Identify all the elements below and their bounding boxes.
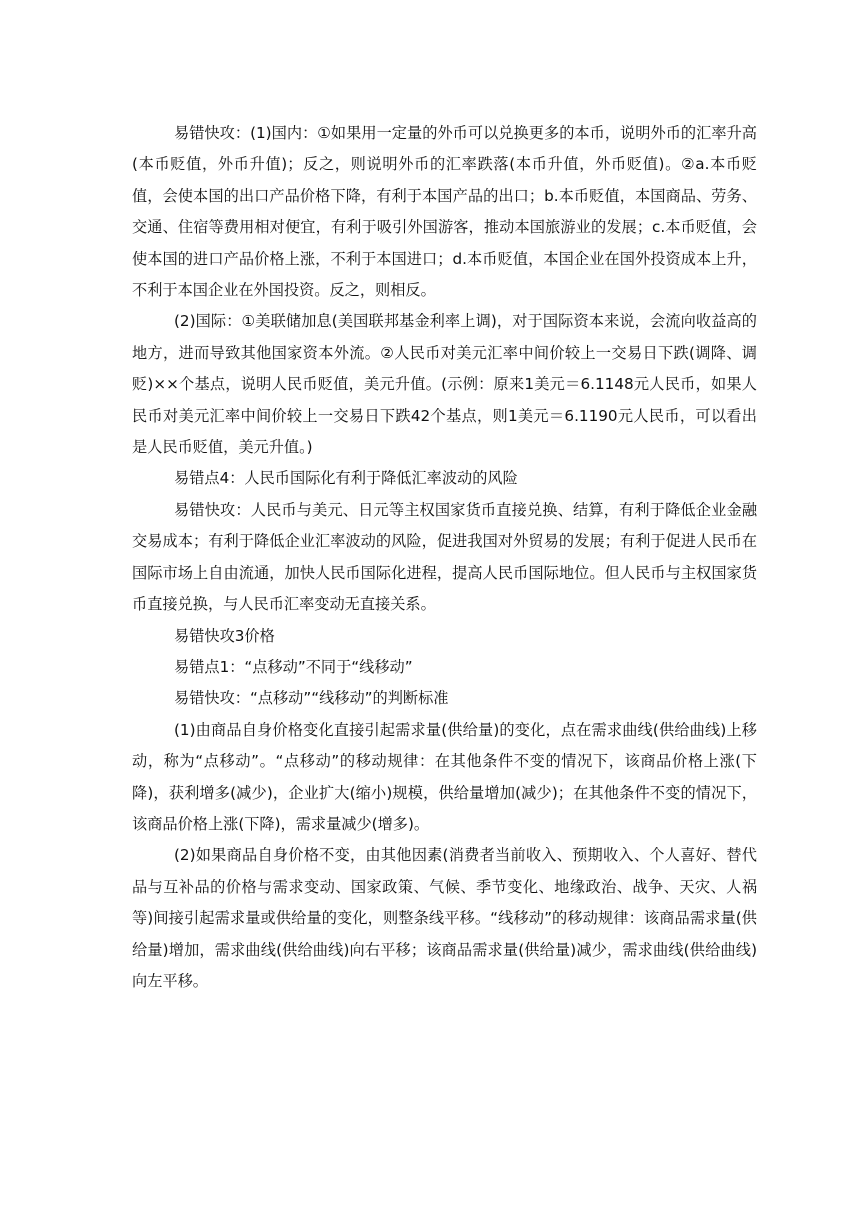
heading-section-3-price: 易错快攻3价格: [174, 626, 275, 645]
document-body: [132, 118, 757, 997]
heading-error-point-4: 易错点4：人民币国际化有利于降低汇率波动的风险: [174, 469, 518, 488]
paragraph-domestic-exchange-rate: 易错快攻：(1)国内：①如果用一定量的外币可以兑换更多的本币，说明外币的汇率升高(本币贬值，外币升值)；反之，则说明外币的汇率跌落(本币升值，外币贬值)。②a.本币贬值，会使本国的出口产品价格下降，有利于本国产品的出口；b.本币贬值，本国商品、劳务、交通、住宿等费用相对便宜，有利于吸引外国游客，推动本国旅游业的发展；c.本币贬值，会使本国的进口产品价格上涨，不利于本国进口；d.本币贬值，本国企业在国外投资成本上升，不利于本国企业在外国投资。反之，则相反。: [132, 124, 757, 300]
paragraph-point-movement: (1)由商品自身价格变化直接引起需求量(供给量)的变化，点在需求曲线(供给曲线)上移动，称为“点移动”。“点移动”的移动规律：在其他条件不变的情况下，该商品价格上涨(下降)，获利增多(减少)，企业扩大(缩小)规模，供给量增加(减少)；在其他条件不变的情况下，该商品价格上涨(下降)，需求量减少(增多)。: [132, 720, 757, 833]
paragraph-line-movement: (2)如果商品自身价格不变，由其他因素(消费者当前收入、预期收入、个人喜好、替代品与互补品的价格与需求变动、国家政策、气候、季节变化、地缘政治、战争、天灾、人祸等)间接引起需求量或供给量的变化，则整条线平移。“线移动”的移动规律：该商品需求量(供给量)增加，需求曲线(供给曲线)向右平移；该商品需求量(供给量)减少，需求曲线(供给曲线)向左平移。: [132, 846, 757, 990]
paragraph-international-exchange-rate: (2)国际：①美联储加息(美国联邦基金利率上调)，对于国际资本来说，会流向收益高的地方，进而导致其他国家资本外流。②人民币对美元汇率中间价较上一交易日下跌(调降、调贬)××个基点，说明人民币贬值，美元升值。(示例：原来1美元＝6.1148元人民币，如果人民币对美元汇率中间价较上一交易日下跌42个基点，则1美元＝6.1190元人民币，可以看出是人民币贬值，美元升值。): [132, 312, 757, 457]
paragraph-rmb-internationalization: 易错快攻：人民币与美元、日元等主权国家货币直接兑换、结算，有利于降低企业金融交易成本；有利于降低企业汇率波动的风险，促进我国对外贸易的发展；有利于促进人民币在国际市场上自由流通，加快人民币国际化进程，提高人民币国际地位。但人民币与主权国家货币直接兑换，与人民币汇率变动无直接关系。: [132, 500, 757, 614]
heading-judgment-standard: 易错快攻：“点移动”“线移动”的判断标准: [174, 689, 449, 708]
heading-error-point-1: 易错点1：“点移动”不同于“线移动”: [174, 657, 413, 676]
